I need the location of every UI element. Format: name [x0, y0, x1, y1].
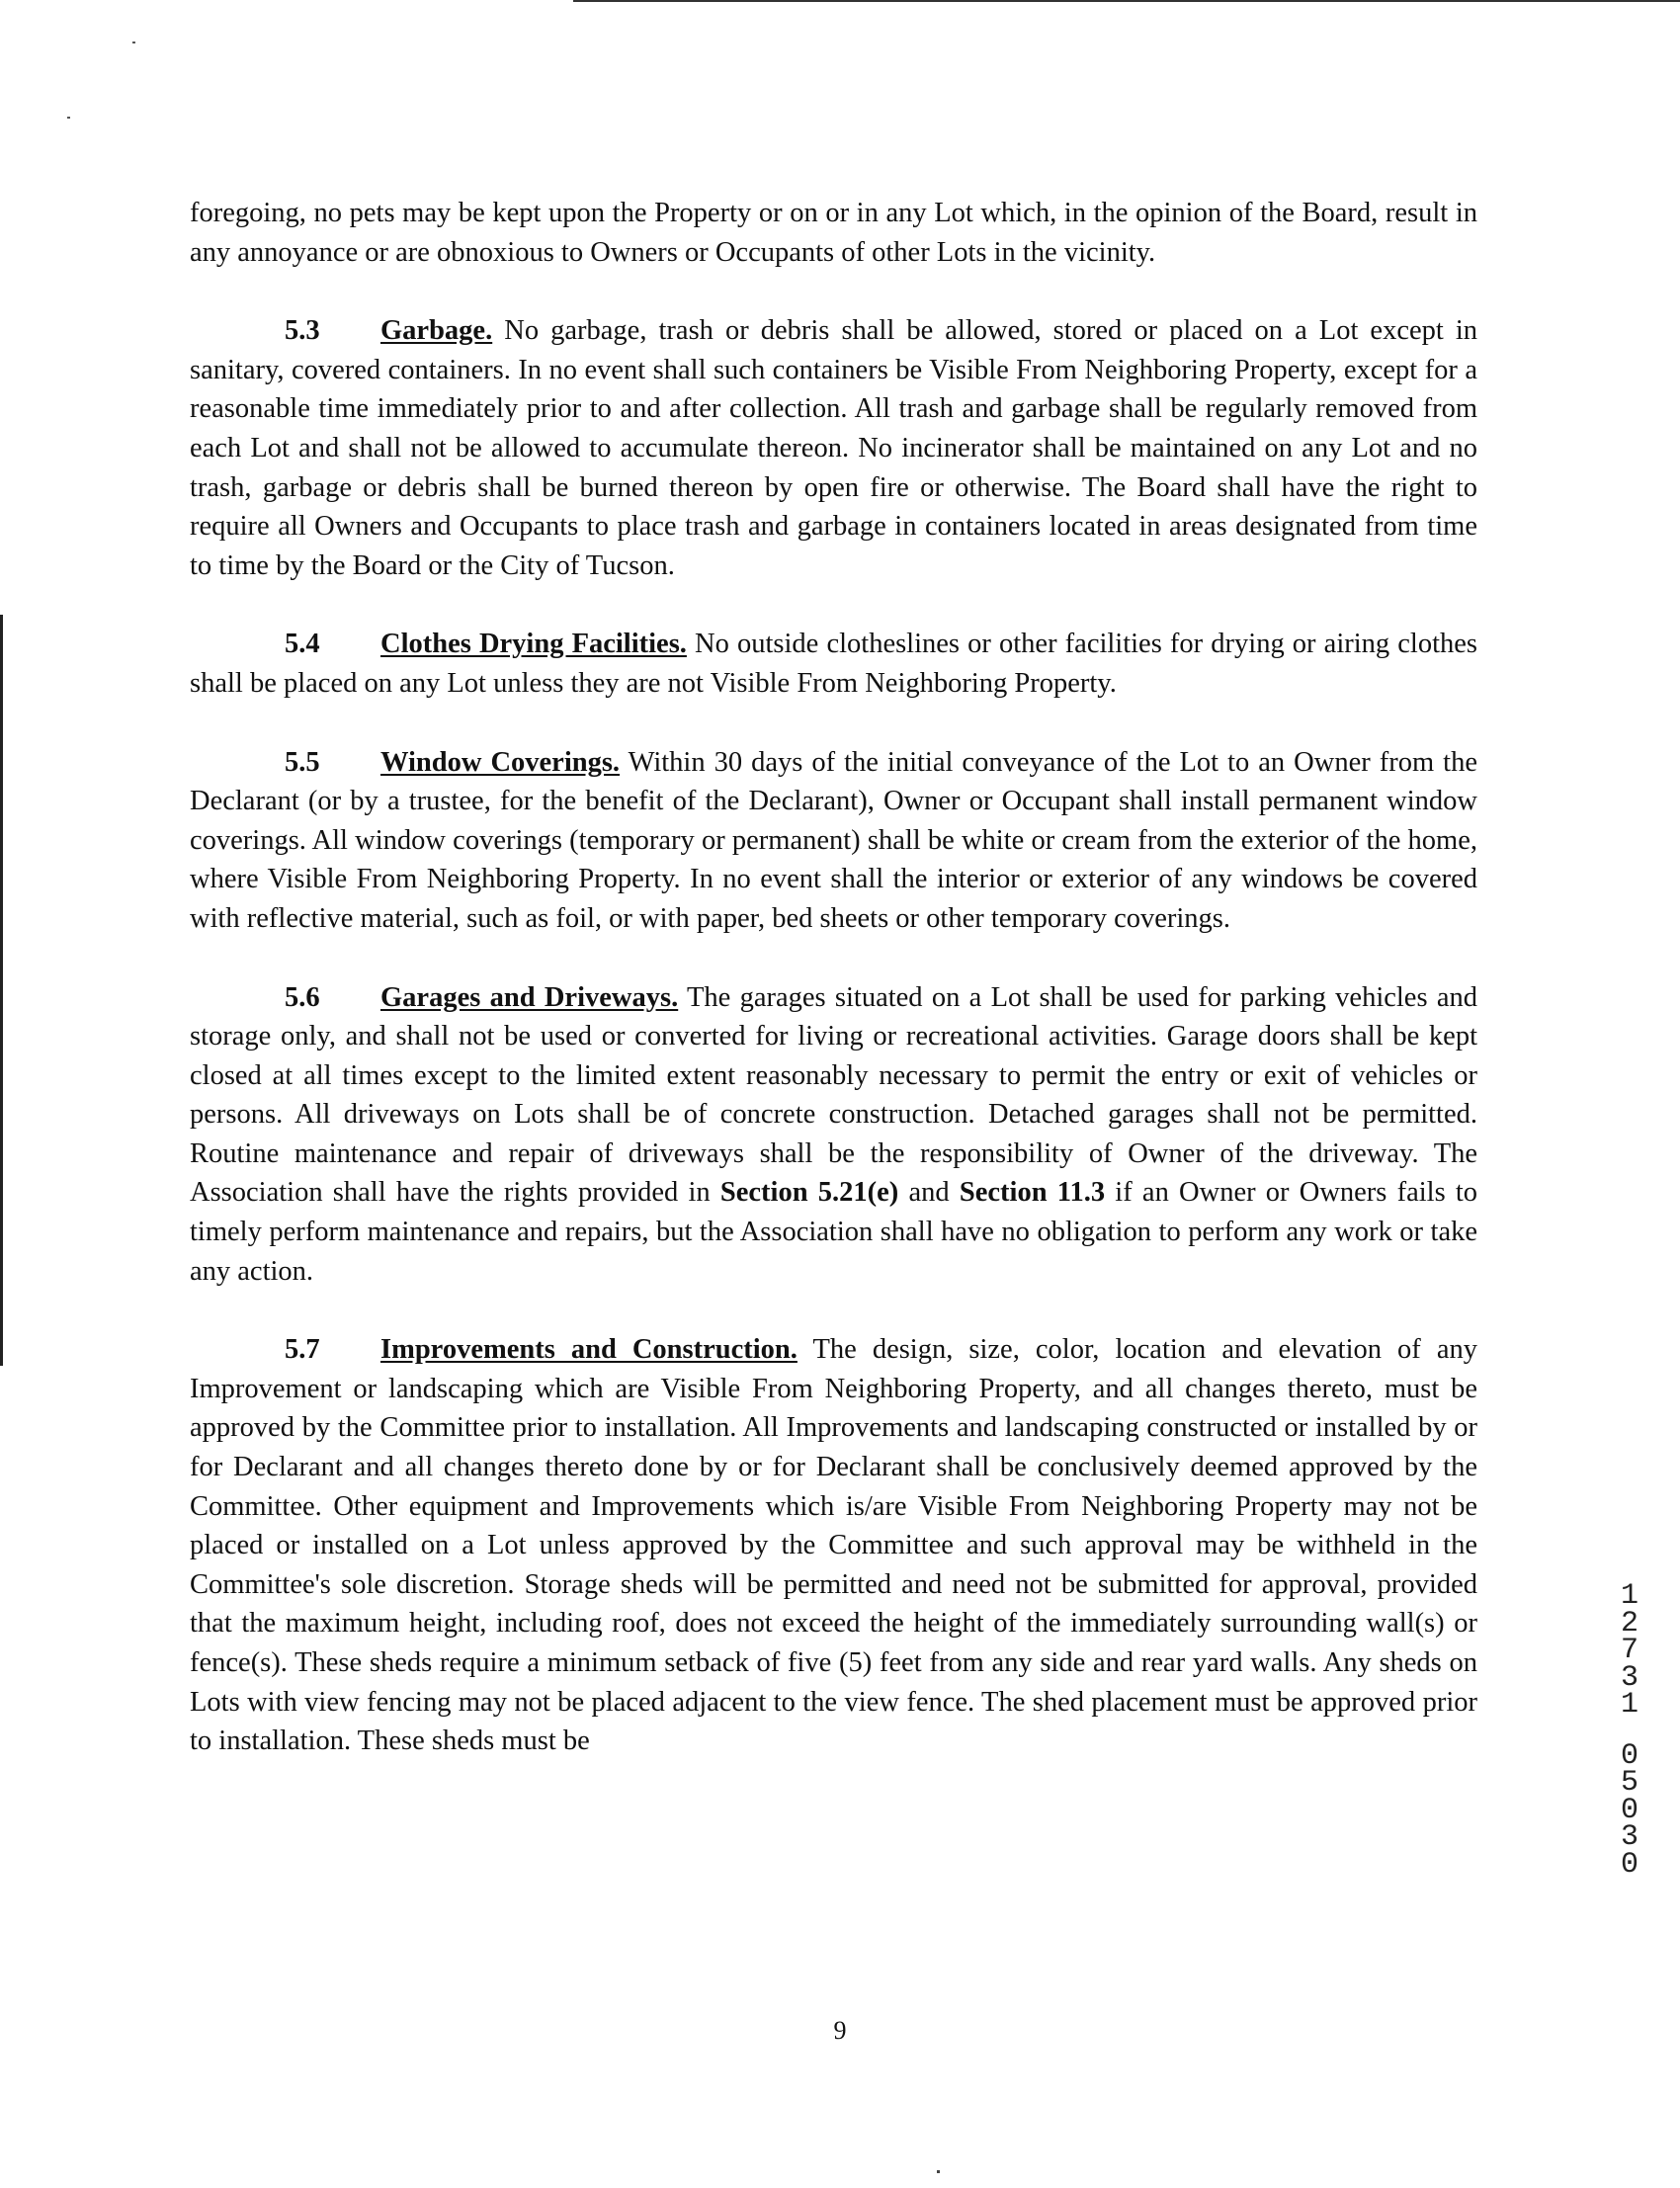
- docket-digit: 1: [1620, 1579, 1638, 1613]
- section-title: Improvements and Construction.: [380, 1334, 798, 1366]
- opening-paragraph: foregoing, no pets may be kept upon the Property or on or in any Lot which, in the opinion of the Board, result in any annoyance or are obnoxious to Owners or Occupants of other Lots in the vicinity.: [190, 198, 1477, 268]
- section-body: Within 30 days of the initial conveyance of the Lot to an Owner from the Declarant (or by a trustee, for the benefit of the Declarant), Owner or Occupant shall install permanent window coverings. All window coverings (temporary or permanent) shall be white or cream from the exterior of the home, where Visible From Neighboring Property. In no event shall the interior or exterior of any windows be covered with reflective material, such as foil, or with paper, bed sheets or other temporary coverings.: [190, 746, 1477, 934]
- section-5-7: [190, 1330, 1477, 1761]
- page-digit: 5: [1620, 1766, 1638, 1800]
- page-number: 9: [833, 2016, 847, 2045]
- section-5-4: [190, 625, 1477, 703]
- section-body: if an Owner or Owners fails to timely perform maintenance and repairs, but the Association shall have no obligation to perform any work or take any action.: [190, 1177, 1478, 1287]
- page-digit: 0: [1620, 1793, 1638, 1827]
- section-number: 5.7: [285, 1334, 320, 1366]
- document-body: [190, 194, 1477, 1761]
- page-digit: 0: [1620, 1847, 1638, 1882]
- docket-digit: 3: [1620, 1660, 1638, 1695]
- section-number: 5.3: [285, 315, 320, 347]
- recording-number: [1613, 1579, 1646, 1882]
- section-title: Garages and Driveways.: [380, 981, 679, 1013]
- page-digit: 3: [1620, 1820, 1638, 1854]
- section-reference: Section 5.21(e): [719, 1177, 899, 1209]
- top-scan-rule: [573, 0, 1680, 2]
- section-number: 5.5: [285, 746, 320, 778]
- section-title: Garbage.: [380, 315, 493, 347]
- section-body: The garages situated on a Lot shall be used for parking vehicles and storage only, and shall not be used or converted for living or recreational activities. Garage doors shall be kept closed at all times except to the limited extent reasonably necessary to permit the entry or exit of vehicles or persons. All driveways on Lots shall be of concrete construction. Detached garages shall not be permitted. Routine maintenance and repair of driveways shall be the responsibility of Owner of the driveway. The Association shall have the rights provided in: [190, 981, 1477, 1209]
- section-5-5: [190, 743, 1477, 939]
- section-reference: Section 11.3: [959, 1177, 1106, 1209]
- scan-speck: [937, 2170, 940, 2173]
- section-title: Clothes Drying Facilities.: [380, 629, 687, 660]
- docket-digit: 1: [1620, 1688, 1638, 1722]
- section-5-6: [190, 978, 1477, 1292]
- page-digit: 0: [1620, 1738, 1638, 1773]
- section-number: 5.6: [285, 981, 320, 1013]
- docket-digit: 7: [1620, 1634, 1638, 1667]
- scan-edge-mark: [0, 615, 3, 1366]
- section-number: 5.4: [285, 629, 320, 660]
- scan-speck: [132, 42, 135, 43]
- section-body: No outside clotheslines or other facilities for drying or airing clothes shall be placed on any Lot unless they are not Visible From Neighboring Property.: [190, 629, 1478, 699]
- docket-digit: 2: [1620, 1606, 1638, 1641]
- section-title: Window Coverings.: [380, 746, 621, 778]
- scan-speck: [67, 117, 70, 119]
- section-body: The design, size, color, location and elevation of any Improvement or landscaping which are Visible From Neighboring Property, and all changes thereto, must be approved by the Committee prior to installation. All Improvements and landscaping constructed or installed by or for Declarant and all changes thereto done by or for Declarant shall be conclusively deemed approved by the Committee. Other equipment and Improvements which is/are Visible From Neighboring Property may not be placed or installed on a Lot unless approved by the Committee and such approval may be withheld in the Committee's sole discretion. Storage sheds will be permitted and need not be submitted for approval, provided that the maximum height, including roof, does not exceed the height of the immediately surrounding wall(s) or fence(s). These sheds require a minimum setback of five (5) feet from any side and rear yard walls. Any sheds on Lots with view fencing may not be placed adjacent to the view fence. The shed placement must be approved prior to installation. These sheds must be: [190, 1334, 1477, 1757]
- section-5-3: [190, 311, 1477, 585]
- section-body: No garbage, trash or debris shall be allowed, stored or placed on a Lot except in sanitary, covered containers. In no event shall such containers be Visible From Neighboring Property, except for a reasonable time immediately prior to and after collection. All trash and garbage shall be regularly removed from each Lot and shall not be allowed to accumulate thereon. No incinerator shall be maintained on any Lot and no trash, garbage or debris shall be burned thereon by open fire or otherwise. The Board shall have the right to require all Owners and Occupants to place trash and garbage in containers located in areas designated from time to time by the Board or the City of Tucson.: [190, 315, 1478, 581]
- section-body: and: [908, 1177, 950, 1209]
